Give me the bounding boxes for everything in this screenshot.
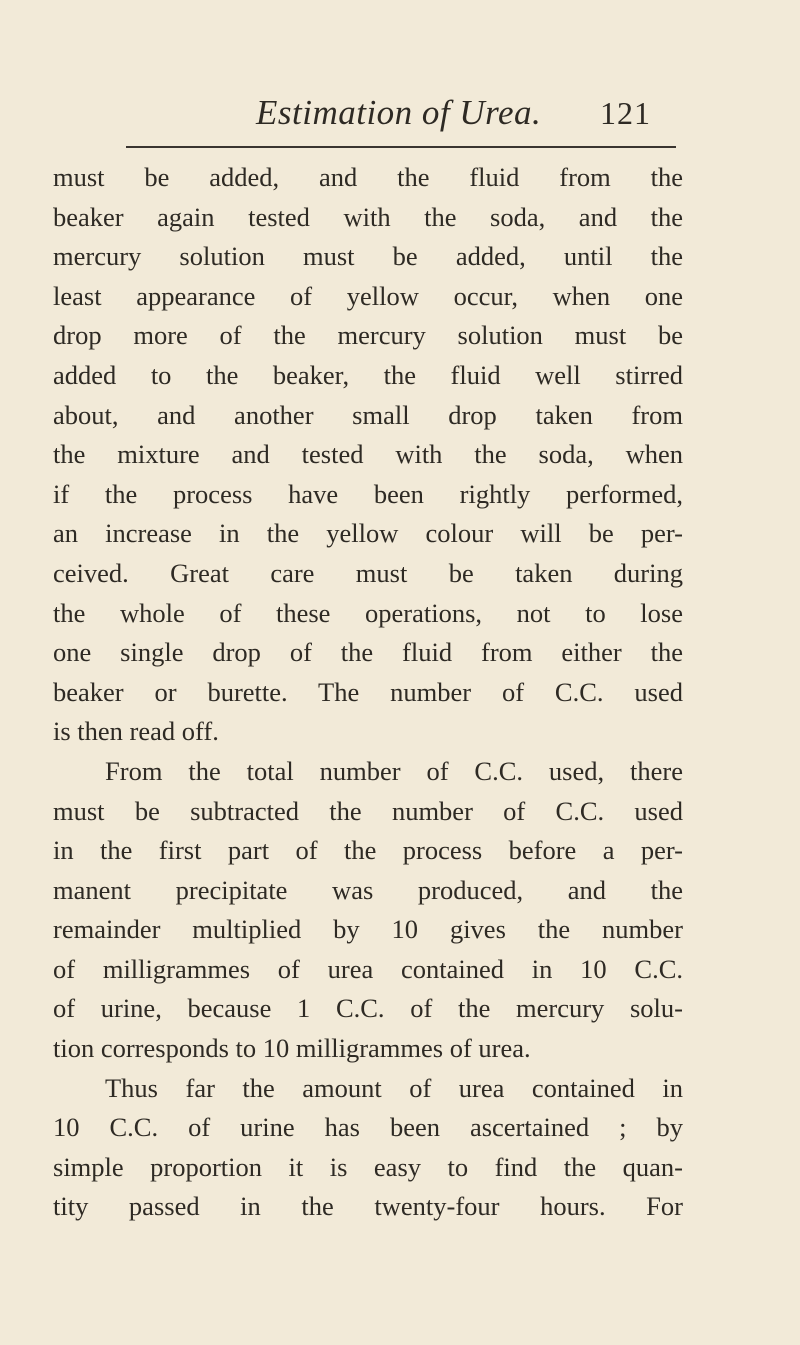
text-line: the mixture and tested with the soda, when (53, 439, 683, 470)
text-line: if the process have been rightly performed, (53, 478, 683, 509)
header-rule (126, 146, 676, 148)
running-title: Estimation of Urea. (256, 93, 542, 132)
text-line: remainder multiplied by 10 gives the number (53, 914, 683, 945)
text-line: ceived. Great care must be taken during (53, 557, 683, 588)
text-line: mercury solution must be added, until the (53, 241, 683, 272)
body-text (53, 158, 683, 1227)
text-line: beaker or burette. The number of C.C. used (53, 676, 683, 707)
text-line: 10 C.C. of urine has been ascertained ; by (53, 1112, 683, 1143)
text-line: added to the beaker, the fluid well stirred (53, 359, 683, 390)
text-line: simple proportion it is easy to find the quan- (53, 1151, 683, 1182)
text-line: about, and another small drop taken from (53, 399, 683, 430)
text-line: an increase in the yellow colour will be per- (53, 518, 683, 549)
running-head (0, 88, 800, 138)
text-line: From the total number of C.C. used, there (105, 755, 683, 786)
text-line: must be subtracted the number of C.C. used (53, 795, 683, 826)
text-line: drop more of the mercury solution must be (53, 320, 683, 351)
text-line: must be added, and the fluid from the (53, 162, 683, 192)
text-line: Thus far the amount of urea contained in (105, 1072, 683, 1103)
text-line: tity passed in the twenty-four hours. For (53, 1191, 683, 1222)
page-number: 121 (600, 95, 651, 131)
text-line: least appearance of yellow occur, when one (53, 280, 683, 311)
text-line: of milligrammes of urea contained in 10 C.C. (53, 953, 683, 984)
text-line: the whole of these operations, not to lose (53, 597, 683, 628)
text-line: in the first part of the process before a per- (53, 835, 683, 866)
text-line: of urine, because 1 C.C. of the mercury solu- (53, 993, 683, 1024)
text-line: is then read off. (53, 716, 219, 747)
text-line: one single drop of the fluid from either the (53, 637, 683, 668)
text-line: tion corresponds to 10 milligrammes of urea. (53, 1033, 531, 1064)
text-line: manent precipitate was produced, and the (53, 874, 683, 905)
text-line: beaker again tested with the soda, and the (53, 201, 683, 232)
